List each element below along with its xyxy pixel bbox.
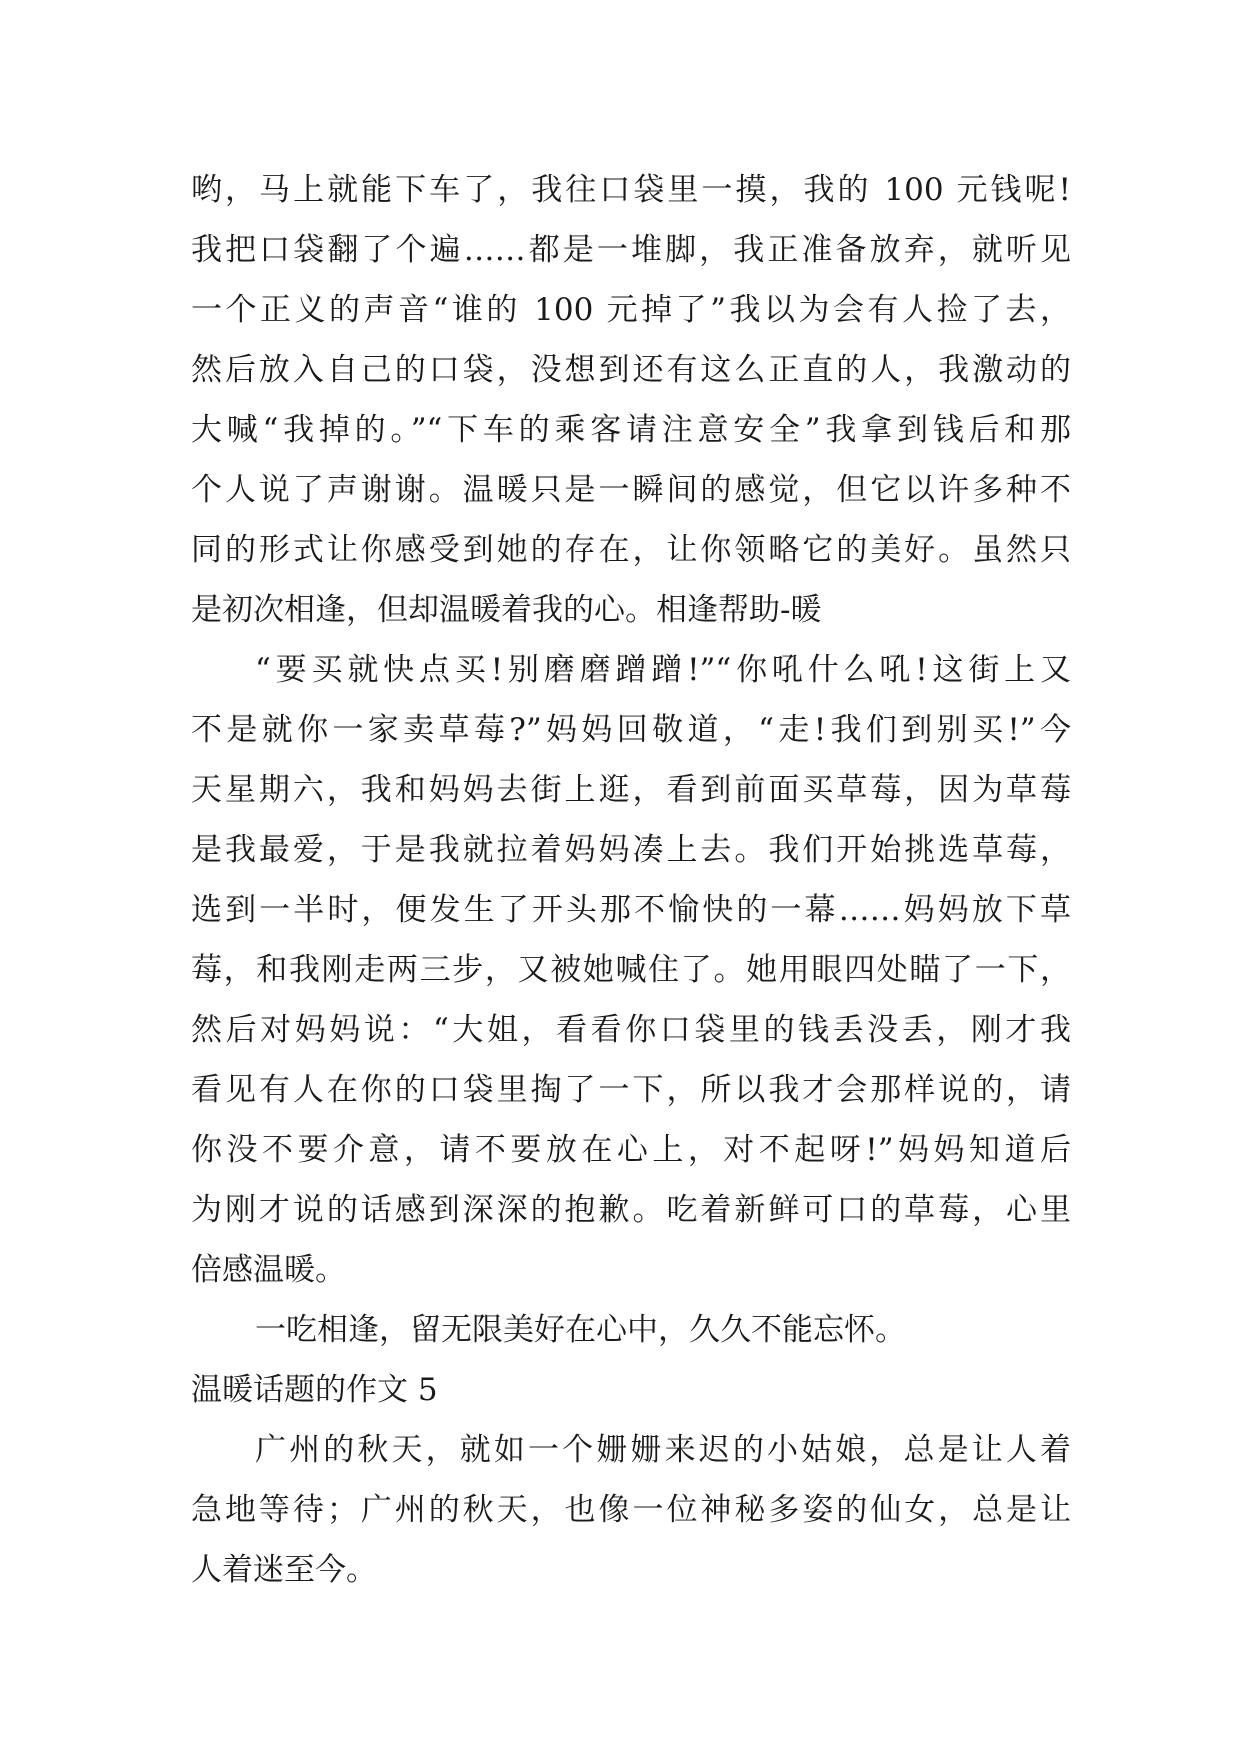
text-line: 你没不要介意，请不要放在心上，对不起呀!”妈妈知道后 [191, 1132, 1071, 1168]
section-heading: 温暖话题的作文 5 [191, 1372, 438, 1408]
paragraph-start-line: 广州的秋天，就如一个姗姗来迟的小姑娘，总是让人着 [255, 1432, 1071, 1468]
text-line: 一个正义的声音“谁的 100 元掉了”我以为会有人捡了去， [191, 292, 1071, 328]
text-line: 个人说了声谢谢。温暖只是一瞬间的感觉，但它以许多种不 [191, 472, 1071, 508]
text-line: 大喊“我掉的。”“下车的乘客请注意安全”我拿到钱后和那 [191, 412, 1071, 448]
text-line: 天星期六，我和妈妈去街上逛，看到前面买草莓，因为草莓 [191, 772, 1071, 808]
paragraph-start-line: “要买就快点买!别磨磨蹭蹭!”“你吼什么吼!这街上又 [255, 652, 1071, 688]
text-line: 不是就你一家卖草莓?”妈妈回敬道，“走!我们到别买!”今 [191, 712, 1071, 748]
text-line: 急地等待；广州的秋天，也像一位神秘多姿的仙女，总是让 [191, 1492, 1071, 1528]
document-body [191, 160, 1071, 1600]
text-line: 人着迷至今。 [191, 1552, 377, 1588]
text-line: 哟，马上就能下车了，我往口袋里一摸，我的 100 元钱呢! [191, 172, 1071, 208]
text-line: 同的形式让你感受到她的存在，让你领略它的美好。虽然只 [191, 532, 1071, 568]
text-line: 是初次相逢，但却温暖着我的心。相逢帮助-暖 [191, 592, 822, 628]
text-line: 选到一半时，便发生了开头那不愉快的一幕……妈妈放下草 [191, 892, 1071, 928]
text-line: 然后放入自己的口袋，没想到还有这么正直的人，我激动的 [191, 352, 1071, 388]
text-line: 看见有人在你的口袋里掏了一下，所以我才会那样说的，请 [191, 1072, 1071, 1108]
text-line: 我把口袋翻了个遍……都是一堆脚，我正准备放弃，就听见 [191, 232, 1071, 268]
text-line: 是我最爱，于是我就拉着妈妈凑上去。我们开始挑选草莓， [191, 832, 1071, 868]
text-line: 莓，和我刚走两三步，又被她喊住了。她用眼四处瞄了一下， [191, 952, 1071, 988]
paragraph-start-line: 一吃相逢，留无限美好在心中，久久不能忘怀。 [255, 1312, 906, 1348]
text-line: 为刚才说的话感到深深的抱歉。吃着新鲜可口的草莓，心里 [191, 1192, 1071, 1228]
text-line: 倍感温暖。 [191, 1252, 346, 1288]
text-line: 然后对妈妈说：“大姐，看看你口袋里的钱丢没丢，刚才我 [191, 1012, 1071, 1048]
